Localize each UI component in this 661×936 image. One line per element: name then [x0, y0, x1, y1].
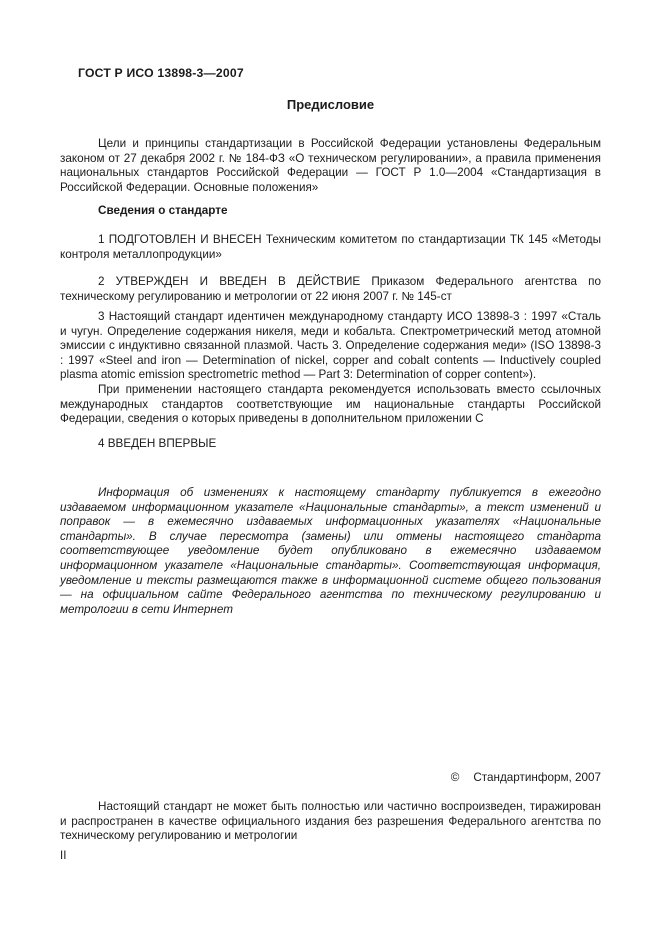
standard-info-heading: Сведения о стандарте	[98, 204, 228, 217]
copyright-line	[60, 771, 601, 786]
standard-info-item-4: 4 ВВЕДЕН ВПЕРВЫЕ	[98, 437, 217, 450]
standard-info-item-3: 3 Настоящий стандарт идентичен международному стандарту ИСО 13898-3 : 1997 «Сталь и чугун. Определение содержания никеля, меди и кобальта. Спектрометрический метод атомной эмиссии с индуктивно связанной плазмой. Часть 3. Определение содержания меди» (ISO 13898-3 : 1997 «Steel and iron — Determination of nickel, copper and cobalt contents — Inductively coupled plasma atomic emission spectrometric method — Part 3: Determination of copper content»).	[60, 310, 601, 382]
standard-info-item-2: 2 УТВЕРЖДЕН И ВВЕДЕН В ДЕЙСТВИЕ Приказом Федерального агентства по техническому регулированию и метрологии от 22 июня 2007 г. № 145-ст	[60, 275, 601, 303]
copyright-symbol: ©	[450, 771, 460, 784]
copyright-holder: Стандартинформ, 2007	[473, 771, 601, 784]
standard-info-item-1: 1 ПОДГОТОВЛЕН И ВНЕСЕН Техническим комитетом по стандартизации ТК 145 «Методы контроля металлопродукции»	[60, 233, 601, 261]
standard-info-item-3-note: При применении настоящего стандарта рекомендуется использовать вместо ссылочных международных стандартов соответствующие им национальные стандарты Российской Федерации, сведения о которых приведены в дополнительном приложении С	[60, 383, 601, 426]
page-title: Предисловие	[286, 97, 375, 112]
page-number: II	[60, 850, 67, 862]
changes-info-paragraph: Информация об изменениях к настоящему стандарту публикуется в ежегодно издаваемом информационном указателе «Национальные стандарты», а текст изменений и поправок — в ежемесячно издаваемых информационных указателях «Национальные стандарты». В случае пересмотра (замены) или отмены настоящего стандарта соответствующее уведомление будет опубликовано в ежемесячно издаваемом информационном указателе «Национальные стандарты». Соответствующая информация, уведомление и тексты размещаются также в информационной системе общего пользования — на официальном сайте Федерального агентства по техническому регулированию и метрологии в сети Интернет	[60, 486, 601, 616]
document-code: ГОСТ Р ИСО 13898-3—2007	[78, 66, 244, 80]
reproduction-notice: Настоящий стандарт не может быть полностью или частично воспроизведен, тиражирован и распространен в качестве официального издания без разрешения Федерального агентства по техническому регулированию и метрологии	[60, 800, 601, 843]
intro-paragraph: Цели и принципы стандартизации в Российской Федерации установлены Федеральным законом от 27 декабря 2002 г. № 184-ФЗ «О техническом регулировании», а правила применения национальных стандартов Российской Федерации — ГОСТ Р 1.0—2004 «Стандартизация в Российской Федерации. Основные положения»	[60, 137, 601, 194]
